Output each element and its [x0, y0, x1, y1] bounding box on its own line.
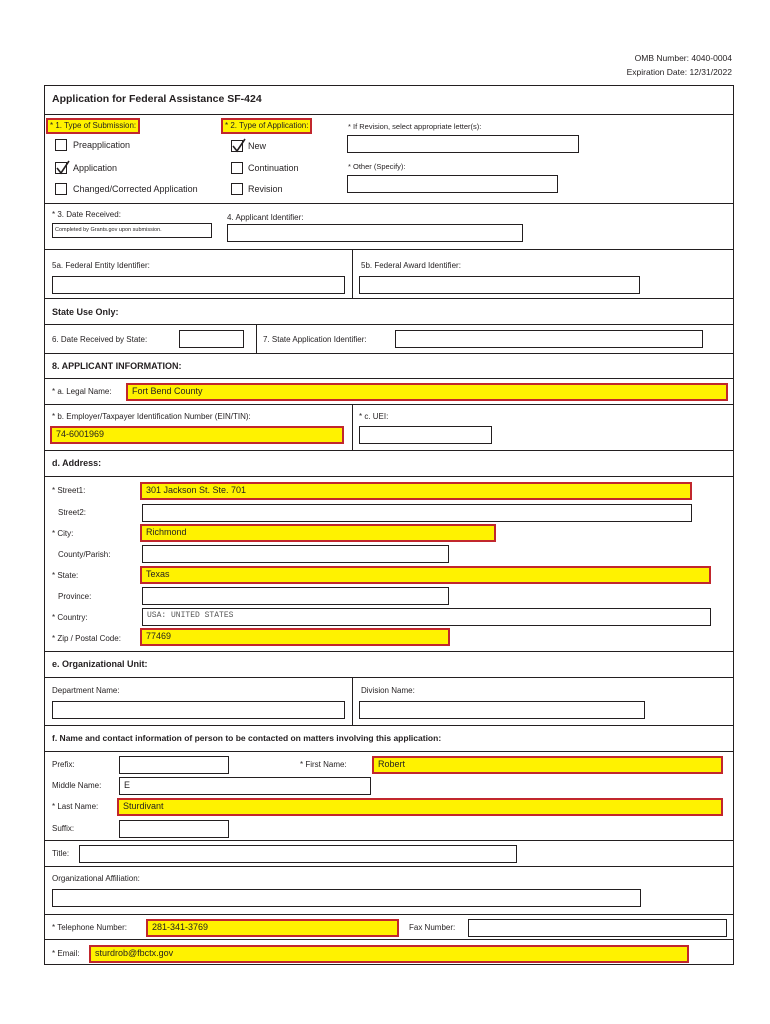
date-received-label: * 3. Date Received: [52, 210, 121, 219]
divider [44, 324, 734, 325]
middle-name-input[interactable]: E [119, 777, 371, 795]
state-app-id-input[interactable] [395, 330, 703, 348]
title-label: Title: [52, 849, 70, 858]
ein-label: * b. Employer/Taxpayer Identification Number (EIN/TIN): [52, 412, 251, 421]
federal-award-input[interactable] [359, 276, 640, 294]
province-label: Province: [58, 592, 92, 601]
revision-letter-label: * If Revision, select appropriate letter(s): [348, 122, 482, 131]
divider [44, 378, 734, 379]
street2-label: Street2: [58, 508, 87, 517]
state-app-id-label: 7. State Application Identifier: [263, 335, 367, 344]
affiliation-input[interactable] [52, 889, 641, 907]
divider [44, 939, 734, 940]
divider [256, 324, 257, 353]
checkmark-icon [55, 160, 70, 176]
revision-letter-input[interactable] [347, 135, 579, 153]
preapplication-checkbox[interactable] [55, 139, 67, 151]
continuation-label: Continuation [248, 163, 299, 173]
divider [44, 450, 734, 451]
omb-number: OMB Number: 4040-0004 [634, 53, 732, 63]
zip-input[interactable]: 77469 [140, 628, 450, 646]
expiration-date: Expiration Date: 12/31/2022 [626, 67, 732, 77]
last-name-label: * Last Name: [52, 802, 99, 811]
city-label: * City: [52, 529, 74, 538]
new-checkbox[interactable] [231, 140, 243, 152]
divider [352, 404, 353, 450]
submission-type-label: * 1. Type of Submission: [46, 118, 140, 134]
country-label: * Country: [52, 613, 88, 622]
last-name-input[interactable]: Sturdivant [117, 798, 723, 816]
telephone-input[interactable]: 281-341-3769 [146, 919, 399, 937]
divider [352, 249, 353, 298]
divider [44, 404, 734, 405]
revision-checkbox[interactable] [231, 183, 243, 195]
street1-label: * Street1: [52, 486, 86, 495]
state-use-title: State Use Only: [52, 307, 119, 317]
divider [44, 840, 734, 841]
divider [44, 751, 734, 752]
prefix-label: Prefix: [52, 760, 75, 769]
suffix-input[interactable] [119, 820, 229, 838]
divider [44, 677, 734, 678]
application-type-label: * 2. Type of Application: [221, 118, 312, 134]
department-input[interactable] [52, 701, 345, 719]
state-date-input[interactable] [179, 330, 244, 348]
address-title: d. Address: [52, 458, 102, 468]
applicant-info-title: 8. APPLICANT INFORMATION: [52, 361, 182, 371]
divider [44, 298, 734, 299]
state-input[interactable]: Texas [140, 566, 711, 584]
preapplication-label: Preapplication [73, 140, 131, 150]
divider [44, 914, 734, 915]
state-date-label: 6. Date Received by State: [52, 335, 148, 344]
middle-name-label: Middle Name: [52, 781, 102, 790]
suffix-label: Suffix: [52, 824, 75, 833]
division-label: Division Name: [361, 686, 415, 695]
province-input[interactable] [142, 587, 449, 605]
telephone-label: * Telephone Number: [52, 923, 128, 932]
federal-entity-label: 5a. Federal Entity Identifier: [52, 261, 150, 270]
date-received-field: Completed by Grants.gov upon submission. [52, 223, 212, 238]
contact-title: f. Name and contact information of person to be contacted on matters involving this application: [52, 733, 442, 743]
state-label: * State: [52, 571, 79, 580]
application-checkbox[interactable] [55, 162, 67, 174]
application-label: Application [73, 163, 118, 173]
org-unit-title: e. Organizational Unit: [52, 659, 148, 669]
ein-input[interactable]: 74-6001969 [50, 426, 344, 444]
divider [44, 866, 734, 867]
city-input[interactable]: Richmond [140, 524, 496, 542]
divider [44, 725, 734, 726]
uei-label: * c. UEI: [359, 412, 389, 421]
changed-corrected-label: Changed/Corrected Application [73, 184, 198, 194]
divider [352, 677, 353, 725]
federal-award-label: 5b. Federal Award Identifier: [361, 261, 461, 270]
street1-input[interactable]: 301 Jackson St. Ste. 701 [140, 482, 692, 500]
legal-name-label: * a. Legal Name: [52, 387, 112, 396]
fax-label: Fax Number: [409, 923, 456, 932]
street2-input[interactable] [142, 504, 692, 522]
affiliation-label: Organizational Affiliation: [52, 874, 140, 883]
federal-entity-input[interactable] [52, 276, 345, 294]
applicant-identifier-input[interactable] [227, 224, 523, 242]
other-specify-input[interactable] [347, 175, 558, 193]
email-label: * Email: [52, 949, 80, 958]
divider [44, 353, 734, 354]
uei-input[interactable] [359, 426, 492, 444]
new-label: New [248, 141, 267, 151]
zip-label: * Zip / Postal Code: [52, 634, 121, 643]
fax-input[interactable] [468, 919, 727, 937]
changed-corrected-checkbox[interactable] [55, 183, 67, 195]
county-label: County/Parish: [58, 550, 111, 559]
division-input[interactable] [359, 701, 645, 719]
title-input[interactable] [79, 845, 517, 863]
continuation-checkbox[interactable] [231, 162, 243, 174]
checkmark-icon [231, 138, 246, 154]
email-input[interactable]: sturdrob@fbctx.gov [89, 945, 689, 963]
divider [44, 249, 734, 250]
divider [44, 203, 734, 204]
form-title: Application for Federal Assistance SF-424 [52, 93, 262, 105]
department-label: Department Name: [52, 686, 120, 695]
applicant-identifier-label: 4. Applicant Identifier: [227, 213, 304, 222]
revision-label: Revision [248, 184, 283, 194]
prefix-input[interactable] [119, 756, 229, 774]
first-name-input[interactable]: Robert [372, 756, 723, 774]
first-name-label: * First Name: [300, 760, 347, 769]
country-select[interactable]: USA: UNITED STATES [142, 608, 711, 626]
county-input[interactable] [142, 545, 449, 563]
divider [44, 476, 734, 477]
divider [44, 651, 734, 652]
divider [44, 114, 734, 115]
legal-name-input[interactable]: Fort Bend County [126, 383, 728, 401]
other-specify-label: * Other (Specify): [348, 162, 406, 171]
